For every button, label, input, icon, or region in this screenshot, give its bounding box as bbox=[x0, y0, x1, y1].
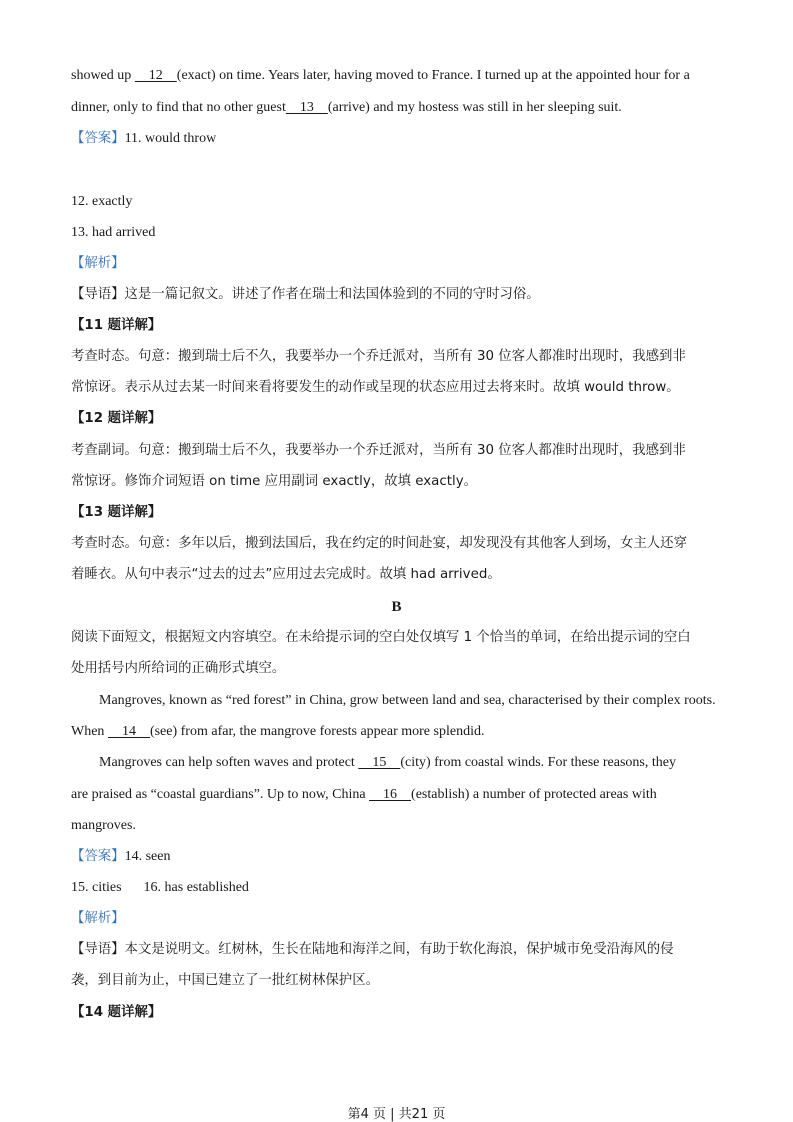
question-14-title: 【14 题详解】 bbox=[71, 1005, 162, 1020]
question-12-title: 【12 题详解】 bbox=[71, 411, 162, 426]
explanation-line: 常惊讶。修饰介词短语 on time 应用副词 exactly，故填 exactly。 bbox=[71, 474, 478, 489]
guide-text: 袭，到目前为止，中国已建立了一批红树林保护区。 bbox=[71, 973, 379, 988]
analysis-label: 【解析】 bbox=[71, 911, 125, 926]
answer-line: 【答案】14. seen bbox=[71, 849, 171, 864]
blank-14: 14 bbox=[107, 724, 150, 739]
passage-line: are praised as “coastal guardians”. Up to now, China 16 (establish) a number of protected areas with bbox=[71, 787, 657, 802]
instruction-line: 处用括号内所给词的正确形式填空。 bbox=[71, 661, 286, 676]
explanation-line: 考查时态。句意：多年以后，搬到法国后，我在约定的时间赴宴，却发现没有其他客人到场，女主人还穿 bbox=[71, 536, 687, 551]
question-13-title: 【13 题详解】 bbox=[71, 505, 162, 520]
answer-label: 【答案】 bbox=[71, 849, 125, 864]
explanation-line: 考查副词。句意：搬到瑞士后不久，我要举办一个乔迁派对，当所有 30 位客人都准时出现时，我感到非 bbox=[71, 443, 686, 458]
question-11-title: 【11 题详解】 bbox=[71, 318, 162, 333]
passage-line: showed up 12 (exact) on time. Years later, having moved to France. I turned up at the appointed hour for a bbox=[71, 68, 690, 83]
passage-line: dinner, only to find that no other guest 13 (arrive) and my hostess was still in her sleeping suit. bbox=[71, 100, 622, 115]
answer-item: 13. had arrived bbox=[71, 225, 156, 240]
explanation-line: 着睡衣。从句中表示“过去的过去”应用过去完成时。故填 had arrived。 bbox=[71, 567, 501, 582]
answer-line: 【答案】11. would throw bbox=[71, 131, 217, 146]
blank-16: 16 bbox=[369, 787, 412, 802]
analysis-label: 【解析】 bbox=[71, 256, 125, 271]
guide-text: 【导语】本文是说明文。红树林，生长在陆地和海洋之间，有助于软化海浪，保护城市免受沿海风的侵 bbox=[71, 942, 674, 957]
page-footer: 第4 页 | 共21 页 bbox=[347, 1107, 446, 1122]
guide-text: 【导语】这是一篇记叙文。讲述了作者在瑞士和法国体验到的不同的守时习俗。 bbox=[71, 287, 540, 302]
answer-label: 【答案】 bbox=[71, 131, 125, 146]
answer-item: 12. exactly bbox=[71, 194, 133, 209]
passage-line: Mangroves can help soften waves and protect 15 (city) from coastal winds. For these reasons, they bbox=[99, 755, 676, 770]
instruction-line: 阅读下面短文，根据短文内容填空。在未给提示词的空白处仅填写 1 个恰当的单词，在给出提示词的空白 bbox=[71, 630, 691, 645]
blank-12: 12 bbox=[134, 68, 177, 83]
answer-line: 15. cities 16. has established bbox=[71, 880, 249, 895]
blank-15: 15 bbox=[358, 755, 401, 770]
blank-13: 13 bbox=[285, 100, 328, 115]
passage-line: mangroves. bbox=[71, 818, 136, 833]
explanation-line: 常惊讶。表示从过去某一时间来看将要发生的动作或呈现的状态应用过去将来时。故填 would throw。 bbox=[71, 380, 680, 395]
passage-line: When 14 (see) from afar, the mangrove forests appear more splendid. bbox=[71, 724, 485, 739]
passage-line: Mangroves, known as “red forest” in China, grow between land and sea, characterised by their complex roots. bbox=[99, 693, 716, 708]
explanation-line: 考查时态。句意：搬到瑞士后不久，我要举办一个乔迁派对，当所有 30 位客人都准时出现时，我感到非 bbox=[71, 349, 686, 364]
section-heading: B bbox=[391, 599, 402, 615]
